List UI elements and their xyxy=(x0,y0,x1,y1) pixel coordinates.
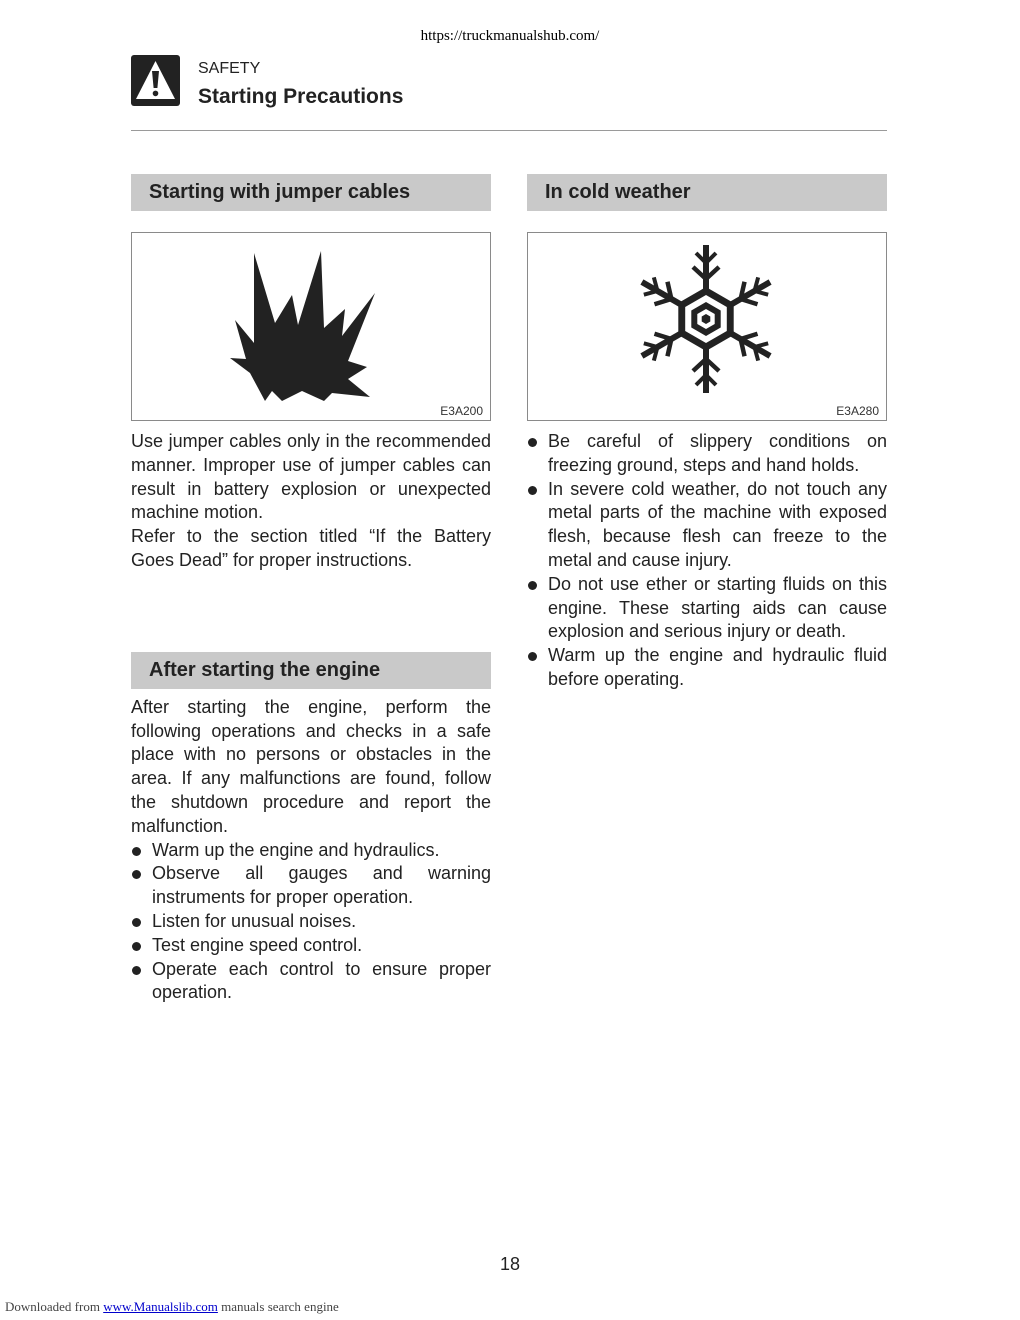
jumper-paragraph: Refer to the section titled “If the Battery Goes Dead” for proper instructions. xyxy=(131,526,491,570)
cold-weather-figure xyxy=(527,232,887,421)
list-item: In severe cold weather, do not touch any metal parts of the machine with exposed flesh, because flesh can freeze to the metal and cause injury. xyxy=(527,478,887,573)
explosion-icon xyxy=(132,233,492,422)
page-number: 18 xyxy=(499,1254,521,1274)
after-starting-heading: After starting the engine xyxy=(131,652,491,689)
list-item: Warm up the engine and hydraulics. xyxy=(131,839,491,863)
list-item: Warm up the engine and hydraulic fluid before operating. xyxy=(527,644,887,692)
after-starting-checklist xyxy=(131,839,491,1006)
figure-code: E3A280 xyxy=(836,404,879,418)
list-item: Operate each control to ensure proper operation. xyxy=(131,958,491,1006)
cold-weather-list xyxy=(527,430,887,692)
figure-code: E3A200 xyxy=(440,404,483,418)
footer-suffix: manuals search engine xyxy=(217,1299,339,1314)
jumper-cables-figure xyxy=(131,232,491,421)
warning-triangle-icon xyxy=(131,55,180,106)
download-footer xyxy=(5,1299,339,1315)
list-item: Observe all gauges and warning instruments for proper operation. xyxy=(131,862,491,910)
jumper-cables-heading: Starting with jumper cables xyxy=(131,174,491,211)
manualslib-link[interactable]: www.Manualslib.com xyxy=(103,1299,218,1314)
right-column xyxy=(527,174,887,692)
footer-prefix: Downloaded from xyxy=(5,1299,104,1314)
snowflake-icon xyxy=(528,233,888,422)
jumper-paragraph: Use jumper cables only in the recommended manner. Improper use of jumper cables can result in battery explosion or unexpected machine motion. xyxy=(131,431,491,523)
left-column xyxy=(131,174,491,1005)
source-url: https://truckmanualshub.com/ xyxy=(420,28,600,44)
list-item: Be careful of slippery conditions on freezing ground, steps and hand holds. xyxy=(527,430,887,478)
cold-weather-heading: In cold weather xyxy=(527,174,887,211)
after-starting-section xyxy=(131,652,491,1005)
list-item: Test engine speed control. xyxy=(131,934,491,958)
section-label: SAFETY xyxy=(198,60,261,77)
header-divider xyxy=(131,130,887,131)
after-starting-intro: After starting the engine, perform the following operations and checks in a safe place with no persons or obstacles in the area. If any malfunctions are found, follow the shutdown procedure and report the malfunction. xyxy=(131,696,491,836)
list-item: Listen for unusual noises. xyxy=(131,910,491,934)
list-item: Do not use ether or starting fluids on this engine. These starting aids can cause explosion and serious injury or death. xyxy=(527,573,887,644)
page-title: Starting Precautions xyxy=(198,85,404,108)
